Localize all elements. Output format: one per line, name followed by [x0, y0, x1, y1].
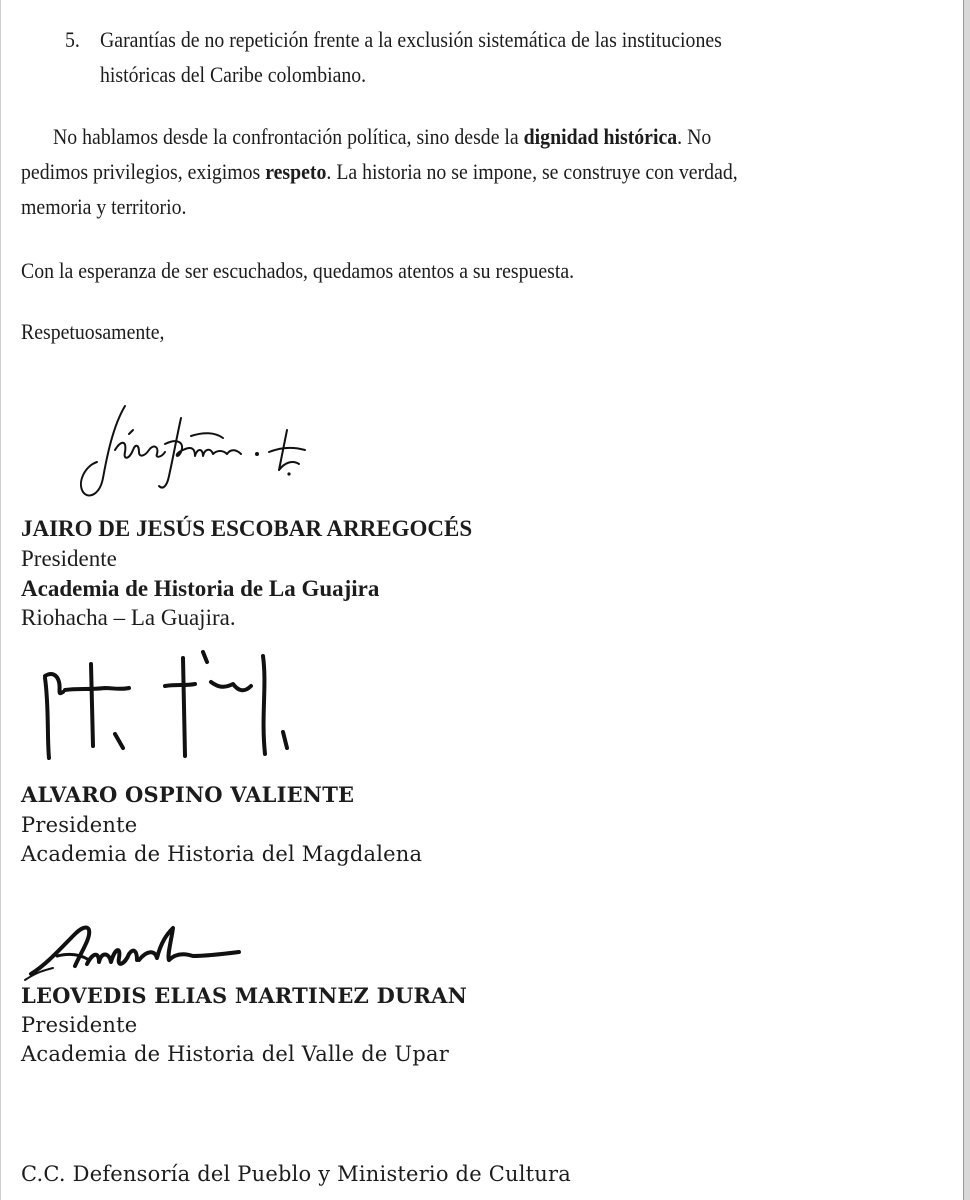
signatory-3-title: Presidente: [21, 1013, 138, 1037]
emphasis-dignidad: dignidad histórica: [523, 124, 678, 149]
cc-line: C.C. Defensoría del Pueblo y Ministerio de Cultura: [21, 1162, 571, 1186]
salutation: Respetuosamente,: [21, 319, 165, 344]
paragraph-text: No hablamos desde la confrontación política, sino desde la: [53, 124, 524, 149]
signatory-1-institution: Academia de Historia de La Guajira: [21, 576, 380, 601]
signatory-2-name: ALVARO OSPINO VALIENTE: [21, 782, 355, 807]
signatory-1-name: JAIRO DE JESÚS ESCOBAR ARREGOCÉS: [21, 516, 473, 541]
signatory-2-title: Presidente: [21, 813, 138, 837]
paragraph-line-3: memoria y territorio.: [21, 194, 187, 219]
signatory-3-institution: Academia de Historia del Valle de Upar: [21, 1042, 449, 1066]
paragraph-text: pedimos privilegios, exigimos: [21, 159, 266, 184]
list-item-text-line-1: Garantías de no repetición frente a la exclusión sistemática de las instituciones: [100, 27, 722, 52]
paragraph-line-2: [21, 159, 738, 185]
closing-line: Con la esperanza de ser escuchados, quedamos atentos a su respuesta.: [21, 258, 575, 283]
paragraph-text: . No: [677, 124, 712, 149]
paragraph-line-1: [53, 124, 711, 150]
signature-jairo-escobar: [73, 396, 333, 506]
signatory-3-name: LEOVEDIS ELIAS MARTINEZ DURAN: [21, 983, 468, 1008]
paragraph-text: . La historia no se impone, se construye con verdad,: [326, 159, 738, 184]
list-item-text-line-2: históricas del Caribe colombiano.: [100, 62, 367, 87]
signatory-1-title: Presidente: [21, 546, 117, 571]
signature-leovedis-martinez: [17, 912, 247, 992]
signature-alvaro-ospino: [35, 646, 305, 766]
signatory-2-institution: Academia de Historia del Magdalena: [21, 842, 423, 866]
signatory-1-location: Riohacha – La Guajira.: [21, 605, 236, 630]
emphasis-respeto: respeto: [265, 159, 327, 184]
list-item-number: 5.: [65, 27, 80, 52]
